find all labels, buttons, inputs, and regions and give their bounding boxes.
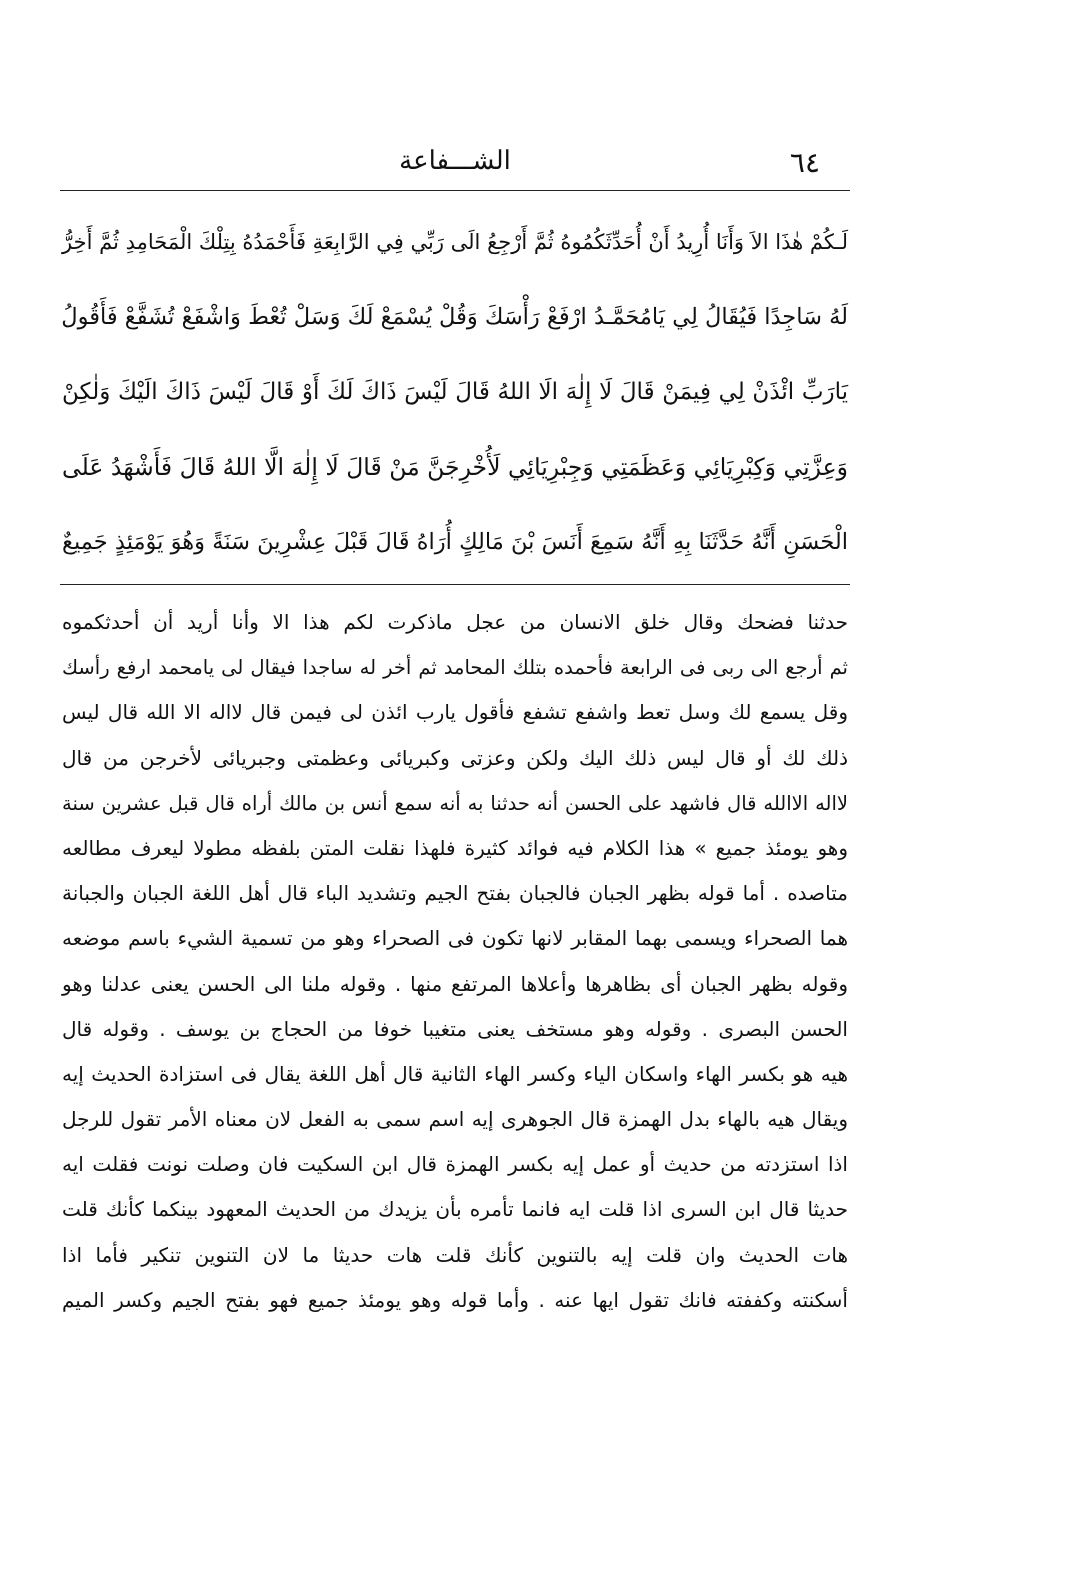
hadith-line: الْحَسَنِ أَنَّهُ حَدَّثَنَا بِهِ أَنَّهُ سَمِعَ أَنَسَ بْنَ مَالِكٍ أُرَاهُ قَالَ قَبْلَ عِشْرِينَ سَنَةً وَهُوَ يَوْمَئِذٍ جَمِيعٌ: [62, 529, 848, 555]
commentary-line: حديثا قال ابن السرى اذا قلت ايه فانما تأمره بأن يزيدك من الحديث المعهود بينكما كأنك قلت: [62, 1197, 848, 1222]
commentary-line: لااله الاالله قال فاشهد على الحسن أنه حدثنا به أنه سمع أنس بن مالك أراه قال قبل عشرين سنة: [62, 791, 848, 815]
commentary-line: ثم أرجع الى ربى فى الرابعة فأحمده بتلك المحامد ثم أخر له ساجدا فيقال لى يامحمد ارفع رأسك: [62, 656, 848, 680]
commentary-line: هيه هو بكسر الهاء واسكان الياء وكسر الهاء الثانية قال أهل اللغة يقال فى استزادة الحديث إيه: [62, 1061, 848, 1086]
hadith-line: يَارَبِّ ائْذَنْ لِي فِيمَنْ قَالَ لَا إِلٰهَ الَا اللهُ قَالَ لَيْسَ ذَاكَ لَكَ أَوْ قَالَ لَيْسَ ذَاكَ الَيْكَ وَلٰكِنْ: [62, 379, 848, 405]
commentary-line: متاصده . أما قوله بظهر الجبان فالجبان بفتح الجيم وتشديد الباء قال أهل اللغة الجبان والجبانة: [62, 881, 848, 906]
commentary-line: الحسن البصرى . وقوله وهو مستخف يعنى متغيبا خوفا من الحجاج بن يوسف . وقوله قال: [62, 1016, 848, 1041]
commentary-line: أسكنته وكففته فانك تقول ايها عنه . وأما قوله وهو يومئذ جميع فهو بفتح الجيم وكسر الميم: [62, 1287, 848, 1312]
commentary-line: ذلك لك أو قال ليس ذلك اليك ولكن وعزتى وكبريائى وعظمتى وجبريائى لأخرجن من قال: [62, 745, 848, 770]
section-divider: [60, 584, 850, 585]
commentary-line: وقل يسمع لك وسل تعط واشفع تشفع فأقول يارب ائذن لى فيمن قال لااله الا الله قال ليس: [62, 700, 848, 725]
page-header: [60, 140, 850, 184]
page-number: ٦٤: [789, 146, 820, 179]
commentary-line: ويقال هيه بالهاء بدل الهمزة قال الجوهرى إيه اسم سمى به الفعل لان معناه الأمر تقول للرجل: [62, 1107, 848, 1132]
commentary-line: وقوله بظهر الجبان أى بظاهرها وأعلاها المرتفع منها . وقوله ملنا الى الحسن يعنى عدلنا وهو: [62, 971, 848, 996]
hadith-line: وَعِزَّتِي وَكِبْرِيَائِي وَعَظَمَتِي وَجِبْرِيَائِي لَأُخْرِجَنَّ مَنْ قَالَ لَا إِلٰهَ الَّا اللهُ قَالَ فَأَشْهَدُ عَلَى: [62, 453, 848, 481]
commentary-line: هما الصحراء ويسمى بهما المقابر لانها تكون فى الصحراء وهو من تسمية الشيء باسم موضعه: [62, 926, 848, 951]
hadith-text: [62, 205, 848, 580]
commentary-line: هات الحديث وان قلت إيه بالتنوين كأنك قلت هات حديثا ما لان التنوين تنكير فأما اذا: [62, 1242, 848, 1267]
hadith-line: لَـكُمْ هٰذَا الاَ وَأَنَا أُرِيدُ أَنْ أُحَدِّثَكُمُوهُ ثُمَّ أَرْجِعُ الَى رَبِّي فِي الرَّابِعَةِ فَأَحْمَدُهُ بِتِلْكَ الْمَحَامِدِ ثُمَّ أَخِرُّ: [62, 230, 848, 254]
commentary-line: اذا استزدته من حديث أو عمل إيه بكسر الهمزة قال ابن السكيت فان وصلت نونت فقلت ايه: [62, 1152, 848, 1177]
commentary-text: [62, 600, 848, 1323]
header-rule: [60, 190, 850, 191]
commentary-line: وهو يومئذ جميع » هذا الكلام فيه فوائد كثيرة فلهذا نقلت المتن بلفظه مطولا ليعرف مطالعه: [62, 835, 848, 860]
hadith-line: لَهُ سَاجِدًا فَيُقَالُ لِي يَامُحَمَّـدُ ارْفَعْ رَأْسَكَ وَقُلْ يُسْمَعْ لَكَ وَسَلْ تُعْطَ وَاشْفَعْ تُشَفَّعْ فَأَقُولُ: [61, 304, 848, 330]
running-title: الشـــفاعة: [399, 146, 511, 176]
commentary-line: حدثنا فضحك وقال خلق الانسان من عجل ماذكرت لكم هذا الا وأنا أريد أن أحدثكموه: [62, 610, 848, 634]
